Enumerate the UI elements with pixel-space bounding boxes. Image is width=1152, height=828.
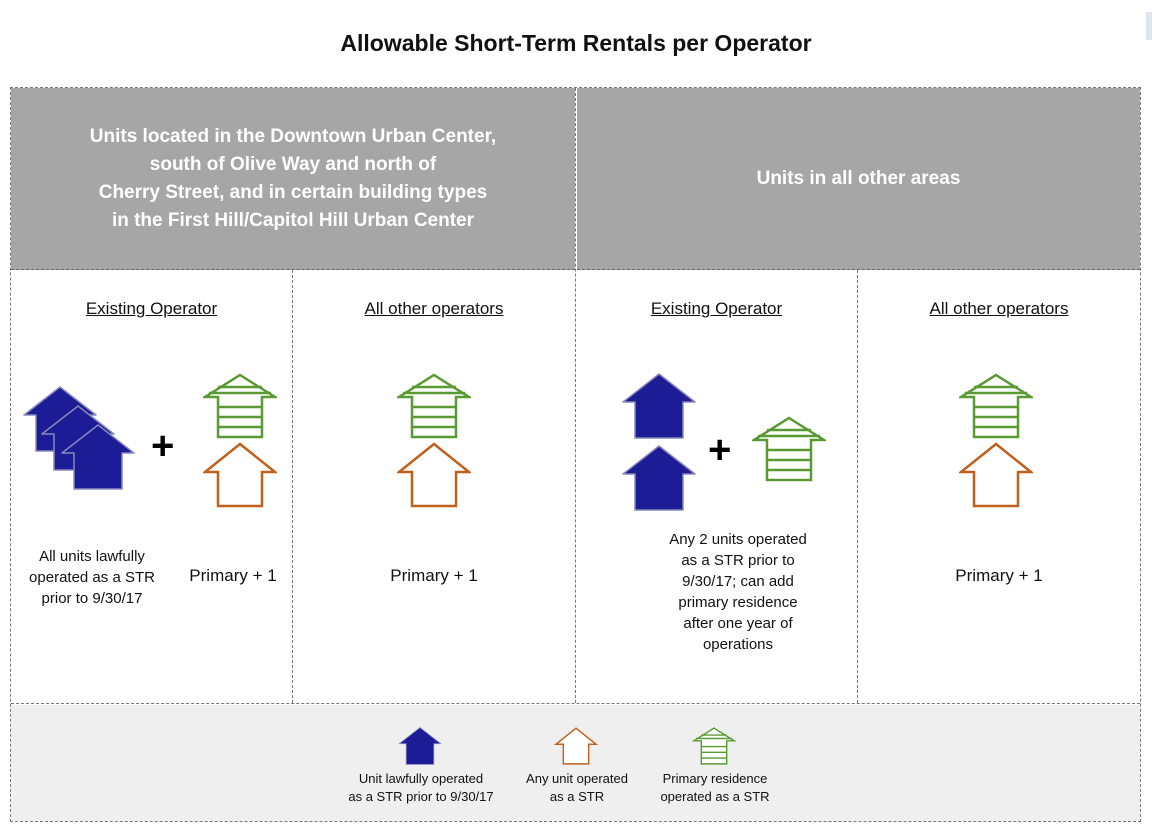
allowance-other-downtown: Primary + 1 bbox=[390, 566, 478, 585]
allowance-existing-downtown: Primary + 1 bbox=[189, 566, 277, 585]
col-label-other-operators-downtown: All other operators bbox=[364, 299, 504, 318]
legend-lawful-unit-label bbox=[340, 770, 502, 806]
header-line: south of Olive Way and north of bbox=[149, 153, 437, 175]
col-label-other-operators-other: All other operators bbox=[929, 299, 1069, 318]
description-line: 9/30/17; can add bbox=[682, 573, 794, 590]
legend-any-unit-label bbox=[512, 770, 642, 806]
header-downtown-areas bbox=[11, 88, 575, 270]
col-label-existing-operator-other: Existing Operator bbox=[650, 299, 783, 318]
existing-operator-other-description bbox=[640, 529, 836, 655]
primary-residence-icon bbox=[959, 373, 1033, 439]
description-line: operations bbox=[702, 636, 774, 653]
plus-sign: + bbox=[151, 424, 175, 468]
divider-vertical-center bbox=[575, 88, 576, 703]
header-line: in the First Hill/Capitol Hill Urban Center bbox=[111, 209, 475, 231]
lawful-unit-icon bbox=[621, 373, 697, 439]
header-line: Cherry Street, and in certain building types bbox=[98, 181, 488, 203]
legend-line: Unit lawfully operated bbox=[358, 771, 484, 786]
primary-residence-icon bbox=[752, 416, 826, 482]
diagram-title: Allowable Short-Term Rentals per Operator bbox=[340, 30, 812, 56]
lawful-unit-icon bbox=[398, 727, 442, 765]
existing-operator-downtown-description bbox=[18, 546, 166, 609]
any-unit-icon bbox=[959, 442, 1033, 508]
divider-horizontal-legend bbox=[11, 703, 1140, 704]
description-line: after one year of bbox=[683, 615, 793, 632]
allowance-other-other: Primary + 1 bbox=[955, 566, 1043, 585]
header-other-areas bbox=[577, 88, 1140, 270]
description-line: as a STR prior to bbox=[681, 552, 795, 569]
divider-vertical-left bbox=[292, 270, 293, 703]
legend-line: Primary residence bbox=[662, 771, 768, 786]
header-line: Units located in the Downtown Urban Center, bbox=[89, 125, 497, 147]
description-line: All units lawfully bbox=[39, 548, 145, 565]
legend-line: as a STR prior to 9/30/17 bbox=[348, 789, 494, 804]
header-other-text: Units in all other areas bbox=[756, 167, 961, 189]
description-line: primary residence bbox=[678, 594, 798, 611]
primary-residence-icon bbox=[692, 727, 736, 765]
primary-residence-icon bbox=[203, 373, 277, 439]
any-unit-icon bbox=[554, 727, 598, 765]
any-unit-icon bbox=[203, 442, 277, 508]
any-unit-icon bbox=[397, 442, 471, 508]
plus-sign: + bbox=[708, 428, 732, 472]
lawful-unit-icon bbox=[621, 445, 697, 511]
legend-line: Any unit operated bbox=[526, 771, 628, 786]
divider-vertical-right bbox=[857, 270, 858, 703]
lawful-unit-icon bbox=[60, 424, 136, 490]
legend-line: as a STR bbox=[549, 789, 605, 804]
description-line: operated as a STR bbox=[29, 569, 155, 586]
legend-line: operated as a STR bbox=[660, 789, 770, 804]
header-downtown-text bbox=[90, 123, 496, 235]
legend-primary-residence-label bbox=[650, 770, 780, 806]
primary-residence-icon bbox=[397, 373, 471, 439]
col-label-existing-operator-downtown: Existing Operator bbox=[85, 299, 218, 318]
description-line: prior to 9/30/17 bbox=[41, 590, 143, 607]
description-line: Any 2 units operated bbox=[669, 531, 807, 548]
